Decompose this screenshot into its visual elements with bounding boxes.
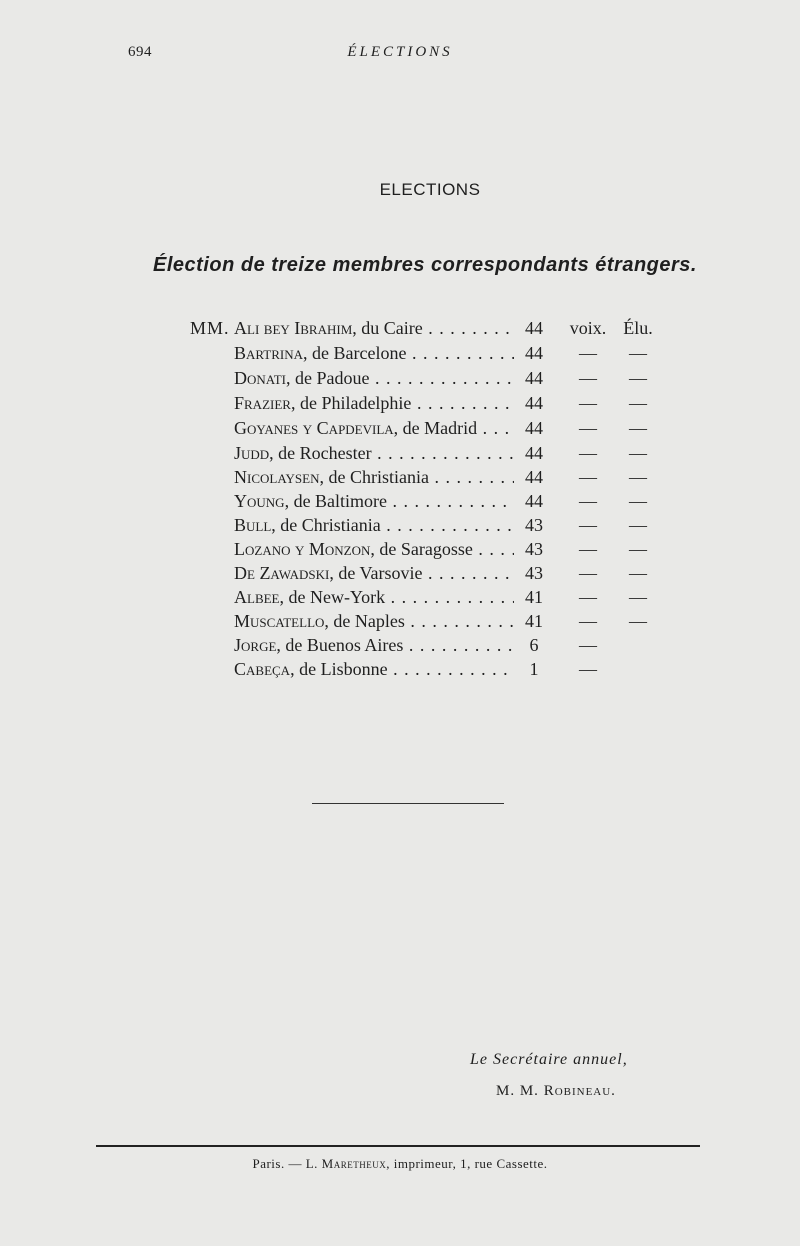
candidate-place: , de Naples xyxy=(324,611,405,631)
vote-unit: — xyxy=(579,418,597,438)
candidate-name xyxy=(234,467,514,488)
candidate-surname: Judd xyxy=(234,443,270,463)
signature-surname: Robineau. xyxy=(543,1083,616,1099)
vote-unit: — xyxy=(579,539,597,559)
vote-count: 44 xyxy=(525,467,543,487)
candidate-name xyxy=(234,563,514,584)
section-title: ELECTIONS xyxy=(379,180,481,199)
candidate-surname: Lozano y Monzon xyxy=(234,539,371,559)
candidate-place: , du Caire xyxy=(352,318,423,338)
candidate-surname: De Zawadski xyxy=(234,563,330,583)
candidate-name xyxy=(234,539,514,560)
candidate-surname: Goyanes y Capdevila xyxy=(234,418,394,438)
candidate-surname: Muscatello xyxy=(234,611,325,631)
elected-status: Élu. xyxy=(623,318,653,338)
vote-unit: — xyxy=(579,467,597,487)
elected-status: — xyxy=(629,515,647,535)
candidate-name xyxy=(234,368,514,389)
page-number: 694 xyxy=(128,44,152,60)
candidate-place: , de Barcelone xyxy=(303,343,407,363)
elected-status: — xyxy=(629,563,647,583)
vote-unit: — xyxy=(579,611,597,631)
elected-status: — xyxy=(629,393,647,413)
elected-status: — xyxy=(629,368,647,388)
vote-unit: — xyxy=(579,368,597,388)
candidate-surname: Nicolaysen xyxy=(234,467,320,487)
candidate-name xyxy=(234,443,514,464)
candidate-surname: Donati xyxy=(234,368,286,388)
candidate-surname: Jorge xyxy=(234,635,277,655)
vote-count: 44 xyxy=(525,318,543,338)
vote-count: 44 xyxy=(525,393,543,413)
vote-count: 44 xyxy=(525,418,543,438)
signature-initials: M. M. xyxy=(496,1083,544,1099)
candidate-surname: Frazier xyxy=(234,393,291,413)
vote-count: 44 xyxy=(525,491,543,511)
candidate-place: , de Baltimore xyxy=(284,491,388,511)
footer-rule xyxy=(96,1145,700,1147)
vote-unit: voix. xyxy=(569,318,607,338)
vote-count: 41 xyxy=(525,587,543,607)
vote-unit: — xyxy=(579,515,597,535)
elected-status: — xyxy=(629,443,647,463)
candidate-name xyxy=(234,491,514,512)
elected-status: — xyxy=(629,418,647,438)
vote-count: 41 xyxy=(525,611,543,631)
candidate-name xyxy=(234,659,514,680)
vote-unit: — xyxy=(579,491,597,511)
candidate-name xyxy=(234,343,514,364)
candidate-name xyxy=(234,318,514,339)
candidate-name xyxy=(234,418,514,439)
vote-unit: — xyxy=(579,343,597,363)
candidate-surname: Ali bey Ibrahim xyxy=(234,318,353,338)
printer-imprint xyxy=(0,1156,800,1172)
candidate-name xyxy=(234,393,514,414)
candidate-name xyxy=(234,611,514,632)
candidate-name xyxy=(234,515,514,536)
honorific-prefix: MM. xyxy=(190,318,230,338)
vote-count: 6 xyxy=(529,635,539,655)
vote-unit: — xyxy=(579,635,597,655)
candidate-place: , de Philadelphie xyxy=(290,393,412,413)
printer-prefix: Paris. — L. xyxy=(252,1156,322,1171)
section-divider xyxy=(312,803,504,804)
signature-title: Le Secrétaire annuel, xyxy=(470,1051,628,1068)
candidate-place: , de Christiania xyxy=(319,467,429,487)
vote-count: 44 xyxy=(525,443,543,463)
candidate-surname: Bull xyxy=(234,515,272,535)
elected-status: — xyxy=(629,467,647,487)
candidate-place: , de Christiania xyxy=(271,515,381,535)
election-subtitle: Élection de treize membres correspondants étrangers. xyxy=(153,254,697,276)
candidate-surname: Bartrina xyxy=(234,343,304,363)
candidate-place: , de Padoue xyxy=(286,368,370,388)
candidate-place: , de Buenos Aires xyxy=(276,635,404,655)
elected-status: — xyxy=(629,587,647,607)
candidate-place: , de Lisbonne xyxy=(290,659,388,679)
candidate-surname: Cabeça xyxy=(234,659,291,679)
candidate-place: , de New-York xyxy=(279,587,386,607)
elected-status: — xyxy=(629,539,647,559)
candidate-name xyxy=(234,635,514,656)
vote-unit: — xyxy=(579,587,597,607)
vote-unit: — xyxy=(579,393,597,413)
running-head: ÉLECTIONS xyxy=(347,44,453,60)
candidate-place: , de Saragosse xyxy=(370,539,473,559)
vote-count: 1 xyxy=(529,659,539,679)
candidate-place: , de Varsovie xyxy=(329,563,423,583)
vote-count: 44 xyxy=(525,368,543,388)
signature-name xyxy=(496,1083,616,1100)
vote-unit: — xyxy=(579,563,597,583)
vote-unit: — xyxy=(579,659,597,679)
elected-status: — xyxy=(629,611,647,631)
vote-count: 43 xyxy=(525,539,543,559)
candidate-place: , de Madrid xyxy=(393,418,478,438)
elected-status: — xyxy=(629,491,647,511)
elected-status: — xyxy=(629,343,647,363)
vote-count: 43 xyxy=(525,563,543,583)
printer-address: , imprimeur, 1, rue Cassette. xyxy=(386,1156,548,1171)
candidate-name xyxy=(234,587,514,608)
vote-count: 44 xyxy=(525,343,543,363)
candidate-surname: Albee xyxy=(234,587,280,607)
printer-name: Maretheux xyxy=(321,1156,387,1171)
candidate-place: , de Rochester xyxy=(269,443,372,463)
vote-count: 43 xyxy=(525,515,543,535)
candidate-surname: Young xyxy=(234,491,285,511)
vote-unit: — xyxy=(579,443,597,463)
